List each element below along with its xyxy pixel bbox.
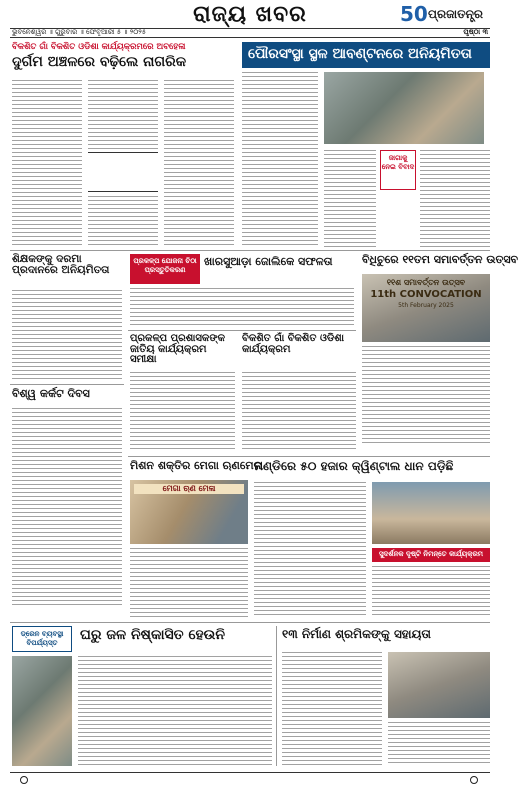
story-10-headline: ମଣ୍ଡିରେ ୫୦ ହଜାର କ୍ୱିଣ୍ଟାଲ ଧାନ ପଡ଼ିଛି (254, 459, 454, 473)
page-number: ପୃଷ୍ଠା ୩ (463, 28, 488, 36)
divider-4 (128, 456, 490, 457)
story-10-photo (372, 482, 490, 544)
story-2-banner (242, 42, 490, 68)
story-3-body (12, 290, 122, 380)
story-1-headline: ଦୁର୍ଗମ ଅଞ୍ଚଳରେ ବଢ଼ିଲେ ନାଗରିକ (12, 54, 187, 70)
story-3-headline: ଶିକ୍ଷକଙ୍କୁ ଦରମା ପ୍ରଦାନରେ ଅନିୟମିତତା (12, 253, 110, 277)
story-1-body-col1 (12, 80, 82, 245)
story-13-body-2 (388, 722, 490, 766)
story-5-banner-en: 11th CONVOCATION (370, 289, 482, 300)
story-12-headline: ଘରୁ ଜଳ ନିଷ୍କାସିତ ହେଉନି (80, 627, 225, 643)
story-1-kicker: ବିକଶିତ ଗାଁ ବିକଶିତ ଓଡିଶା କାର୍ଯ୍ୟକ୍ରମରେ ଅବହେଳା (12, 42, 186, 52)
dateline-bar (10, 28, 490, 38)
divider-5 (10, 622, 490, 623)
story-7-body (242, 372, 356, 452)
logo-name: ପ୍ରଜାତନ୍ତ୍ର (428, 7, 484, 21)
dateline: ଭୁବନେଶ୍ୱର ॥ ଗୁରୁବାର ॥ ଫେବୃଆରୀ ୫ ॥ ୨୦୨୫ (12, 28, 147, 36)
story-2-body-col1 (242, 72, 318, 247)
story-5-banner-date: 5th February 2025 (398, 302, 454, 309)
story-10-body-col1 (254, 482, 366, 618)
divider-1 (10, 250, 490, 251)
story-5-headline: ବିଧିଚୁରେ ୧୧ତମ ସମାବର୍ତ୍ତନ ଉତ୍ସବ (362, 253, 518, 266)
masthead (0, 0, 500, 40)
story-6-body (130, 372, 235, 452)
story-1-pullquote (88, 152, 158, 192)
story-2-photo (324, 72, 484, 144)
story-13-photo (388, 652, 490, 718)
registration-mark-right (470, 776, 478, 784)
story-1-body-col2b (88, 196, 158, 246)
logo (400, 2, 496, 30)
section-title: ରାଜ୍ୟ ଖବର (193, 2, 307, 27)
divider-3 (10, 384, 124, 385)
story-4-headline: ଖାରସୁଆଡ଼ା ଜୋଲିକେ ସଫଳତା (204, 255, 333, 268)
story-8-headline: ବିଶ୍ୱ କର୍କଟ ଦିବସ (12, 387, 90, 400)
story-9-body (130, 548, 248, 618)
story-2-body-col2 (324, 150, 376, 247)
footer-rule (10, 772, 490, 773)
story-11-box-label: ସୁଦର୍ଶନକ ଦୃଷ୍ଟି ନିମନ୍ତେ କାର୍ଯ୍ୟକ୍ରମ (378, 550, 484, 558)
story-6-headline: ପ୍ରକଳ୍ପ ପ୍ରଶାସକଙ୍କ ଜାତିୟ କାର୍ଯ୍ୟକ୍ରମ ସମୀକ୍ଷା (130, 333, 225, 365)
story-9-photo-banner: ମେଗା ଋଣ ମେଳା (134, 484, 244, 494)
story-7-headline: ବିକଶିତ ଗାଁ ବିକଶିତ ଓଡିଶା କାର୍ଯ୍ୟକ୍ରମ (242, 333, 344, 355)
story-2-pullquote-box (380, 150, 416, 190)
story-2-body-col3 (420, 150, 490, 247)
story-13-headline: ୧୩ ନିର୍ମାଣ ଶ୍ରମିକଙ୍କୁ ସହାୟତା (282, 627, 431, 641)
divider-2 (128, 330, 356, 331)
story-9-photo (130, 480, 248, 544)
story-13-body (282, 652, 382, 766)
story-12-body (78, 656, 272, 766)
story-11-box (372, 548, 490, 562)
story-1-body-col2 (88, 80, 158, 150)
story-1-body-col3 (164, 80, 234, 245)
story-5-banner-odia: ୧୧ଶ ସମାବର୍ତ୍ତନ ଉତ୍ସବ (386, 278, 466, 287)
story-9-headline: ମିଶନ ଶକ୍ତିର ମେଗା ଋଣମେଳା (130, 459, 263, 472)
story-2-headline: ପୌରସଂସ୍ଥା ସ୍ଥଳ ଆବଣ୍ଟନରେ ଅନିୟମିତତା (248, 46, 472, 62)
story-4-box-label: ପ୍ରକଳ୍ପ ଯୋଜନା ଚିଠା ପ୍ରସ୍ତୁତିକରଣ (133, 257, 197, 275)
story-12-photo (12, 656, 72, 766)
story-5-photo (362, 274, 490, 342)
story-4-body (130, 288, 354, 326)
column-divider (276, 626, 277, 766)
registration-mark-left (20, 776, 28, 784)
story-2-pullquote: ଜାଗାକୁ ନେଇ ବିବାଦ (381, 154, 415, 172)
story-4-box (130, 254, 200, 284)
story-5-body (362, 346, 490, 446)
story-11-body (372, 566, 490, 618)
story-12-kicker: ଡ୍ରେନ ବ୍ୟବସ୍ଥା ବିପର୍ଯ୍ୟସ୍ତ (20, 630, 64, 648)
logo-number: 50 (400, 2, 428, 26)
story-12-kicker-box (12, 626, 72, 652)
story-8-body (12, 408, 122, 608)
